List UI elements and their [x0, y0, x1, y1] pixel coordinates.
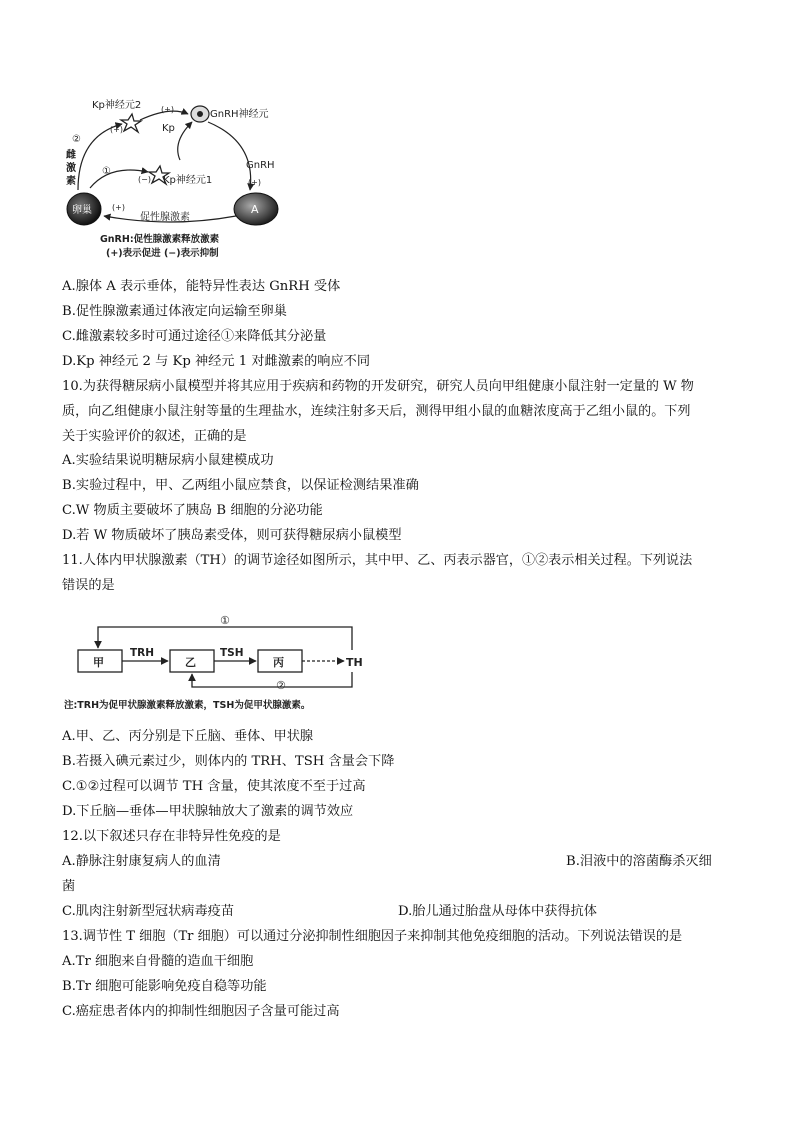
q11-stem-line-2: 错误的是	[62, 578, 115, 593]
estrogen-char-1: 雌	[66, 150, 76, 161]
box-bing-label: 丙	[273, 656, 284, 669]
kp1-minus: (−)	[138, 175, 151, 184]
q9-option-d: D.Kp 神经元 2 与 Kp 神经元 1 对雌激素的响应不同	[62, 354, 371, 369]
tsh-label: TSH	[220, 647, 244, 659]
box-yi-label: 乙	[185, 656, 196, 669]
q11-stem-line-1: 11.人体内甲状腺激素（TH）的调节途径如图所示，其中甲、乙、丙表示器官，①②表示相关过程。下列说法	[62, 553, 693, 568]
q9-option-b: B.促性腺激素通过体液定向运输至卵巢	[62, 304, 287, 319]
q10-stem-line-1: 10.为获得糖尿病小鼠模型并将其应用于疾病和药物的开发研究，研究人员向甲组健康小鼠注射一定量的 W 物	[62, 379, 694, 394]
th-figure-note: 注:TRH为促甲状腺激素释放激素，TSH为促甲状腺激素。	[64, 700, 311, 711]
estrogen-char-2: 激	[66, 163, 76, 174]
gonadotropin-label: 促性腺激素	[140, 212, 190, 223]
gonadotropin-plus: (+)	[112, 203, 125, 212]
gnrh-neuron-label: GnRH神经元	[210, 109, 269, 120]
q13-option-c: C.癌症患者体内的抑制性细胞因子含量可能过高	[62, 1004, 340, 1019]
q9-option-a: A.腺体 A 表示垂体，能特异性表达 GnRH 受体	[62, 279, 341, 294]
kp-gnrh-diagram	[60, 92, 290, 264]
th-feedback-1-label: ①	[220, 614, 230, 627]
q13-option-b: B.Tr 细胞可能影响免疫自稳等功能	[62, 979, 267, 994]
figure1-note-2: (+)表示促进 (−)表示抑制	[106, 248, 219, 259]
route-1-label: ①	[102, 166, 111, 177]
kp1-label: Kp神经元1	[163, 175, 213, 186]
trh-label: TRH	[130, 647, 155, 659]
q11-option-d: D.下丘脑—垂体—甲状腺轴放大了激素的调节效应	[62, 804, 354, 819]
q12-option-c: C.肌肉注射新型冠状病毒疫苗	[62, 904, 235, 919]
kp2-label: Kp神经元2	[92, 100, 142, 111]
route-2-label: ②	[72, 134, 81, 145]
q9-option-c: C.雌激素较多时可通过途径①来降低其分泌量	[62, 329, 327, 344]
q10-option-a: A.实验结果说明糖尿病小鼠建模成功	[62, 453, 274, 468]
q11-option-a: A.甲、乙、丙分别是下丘脑、垂体、甲状腺	[62, 729, 314, 744]
th-label: TH	[346, 656, 363, 669]
gnrh-plus: (+)	[248, 178, 261, 187]
q12-option-d: D.胎儿通过胎盘从母体中获得抗体	[398, 904, 597, 919]
q10-option-c: C.W 物质主要破坏了胰岛 B 细胞的分泌功能	[62, 503, 323, 518]
gland-a-label: A	[251, 203, 259, 216]
kp-label: Kp	[162, 123, 175, 134]
estrogen-char-3: 素	[66, 176, 76, 187]
th-regulation-diagram	[62, 610, 382, 716]
q12-option-b: B.泪液中的溶菌酶杀灭细	[566, 854, 712, 869]
q11-option-c: C.①②过程可以调节 TH 含量，使其浓度不至于过高	[62, 779, 366, 794]
q11-option-b: B.若摄入碘元素过少，则体内的 TRH、TSH 含量会下降	[62, 754, 395, 769]
box-jia-label: 甲	[93, 656, 104, 669]
q13-option-a: A.Tr 细胞来自骨髓的造血干细胞	[62, 954, 254, 969]
q12-stem: 12.以下叙述只存在非特异性免疫的是	[62, 829, 281, 844]
figure1-note-1: GnRH:促性腺激素释放激素	[100, 234, 220, 245]
q10-option-b: B.实验过程中，甲、乙两组小鼠应禁食，以保证检测结果准确	[62, 478, 419, 493]
q12-option-a: A.静脉注射康复病人的血清	[62, 854, 221, 869]
q10-stem-line-3: 关于实验评价的叙述，正确的是	[62, 429, 247, 444]
q10-stem-line-2: 质，向乙组健康小鼠注射等量的生理盐水，连续注射多天后，测得甲组小鼠的血糖浓度高于乙组小鼠的。下列	[62, 404, 691, 419]
kp-neuron-2-shape	[121, 114, 141, 132]
ovary-label: 卵巢	[72, 205, 92, 216]
kp2-plus: (+)	[110, 125, 123, 134]
q12-option-b-continued: 菌	[62, 879, 76, 894]
kp2-gnrh-plus: (+)	[161, 105, 174, 114]
q13-stem: 13.调节性 T 细胞（Tr 细胞）可以通过分泌抑制性细胞因子来抑制其他免疫细胞的活动。下列说法错误的是	[62, 929, 683, 944]
gnrh-label: GnRH	[246, 160, 275, 171]
th-feedback-2-label: ②	[276, 679, 286, 692]
q10-option-d: D.若 W 物质破坏了胰岛素受体，则可获得糖尿病小鼠模型	[62, 528, 402, 543]
